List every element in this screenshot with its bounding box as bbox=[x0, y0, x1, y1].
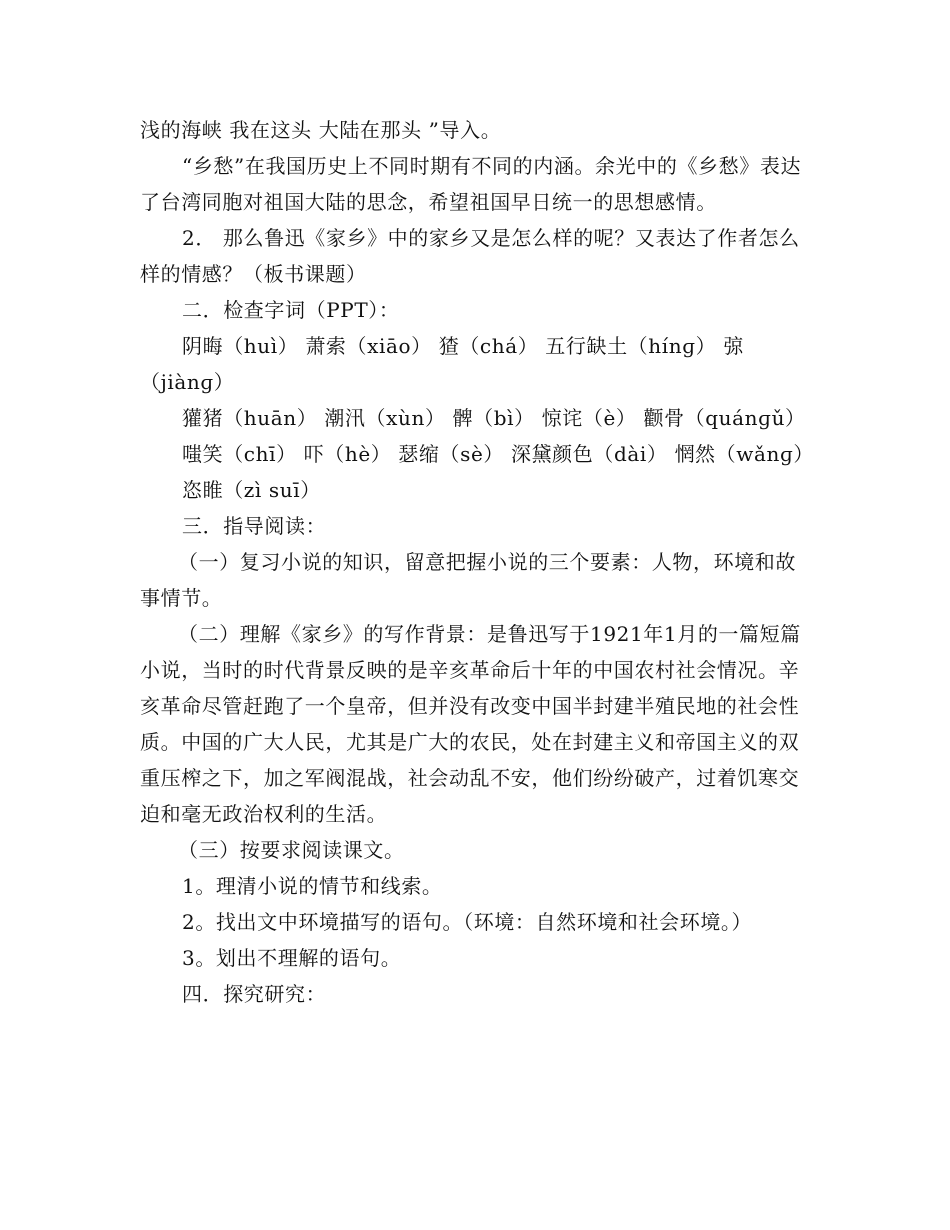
vocab-line-4: 恣睢（zì suī） bbox=[182, 478, 321, 502]
paragraph-background: （二）理解《家乡》的写作背景：是鲁迅写于1921年1月的一篇短篇小说，当时的时代背景反映的是辛亥革命后十年的中国农村社会情况。辛亥革命尽管赶跑了一个皇帝，但并没有改变中国半封建半殖民地的社会性质。中国的广大人民，尤其是广大的农民，处在封建主义和帝国主义的双重压榨之下，加之军阀混战，社会动乱不安，他们纷纷破产，过着饥寒交迫和毫无政治权利的生活。 bbox=[140, 622, 801, 826]
heading-check-words: 二．检查字词（PPT）： bbox=[182, 298, 400, 322]
list-item-2: 2。找出文中环境描写的语句。（环境：自然环境和社会环境。） bbox=[182, 910, 753, 934]
heading-guided-reading: 三．指导阅读： bbox=[182, 514, 327, 538]
paragraph-nostalgia-meaning: “乡愁”在我国历史上不同时期有不同的内涵。余光中的《乡愁》表达了台湾同胞对祖国大陆的思念，希望祖国早日统一的思想感情。 bbox=[140, 154, 802, 214]
document-body bbox=[140, 112, 812, 1012]
intro-quote-ending: 浅的海峡 我在这头 大陆在那头 ”导入。 bbox=[140, 118, 502, 142]
heading-inquiry: 四．探究研究： bbox=[182, 982, 327, 1006]
list-item-1: 1。理清小说的情节和线索。 bbox=[182, 874, 443, 898]
vocab-line-2: 獾猪（huān） 潮汛（xùn） 髀（bì） 惊诧（è） 颧骨（quánɡǔ） bbox=[182, 406, 806, 430]
list-item-3: 3。划出不理解的语句。 bbox=[182, 946, 402, 970]
paragraph-question-hometown: 2． 那么鲁迅《家乡》中的家乡又是怎么样的呢？又表达了作者怎么样的情感？（板书课题） bbox=[140, 226, 800, 286]
vocab-line-1: 阴晦（huì） 萧索（xiāo） 猹（chá） 五行缺土（hínɡ） 弶（jiànɡ） bbox=[140, 334, 744, 394]
vocab-line-3: 嗤笑（chī） 吓（hè） 瑟缩（sè） 深黛颜色（dài） 惘然（wǎnɡ） bbox=[182, 442, 814, 466]
paragraph-read-requirements: （三）按要求阅读课文。 bbox=[178, 838, 405, 862]
paragraph-review-novel: （一）复习小说的知识，留意把握小说的三个要素：人物，环境和故事情节。 bbox=[140, 550, 796, 610]
